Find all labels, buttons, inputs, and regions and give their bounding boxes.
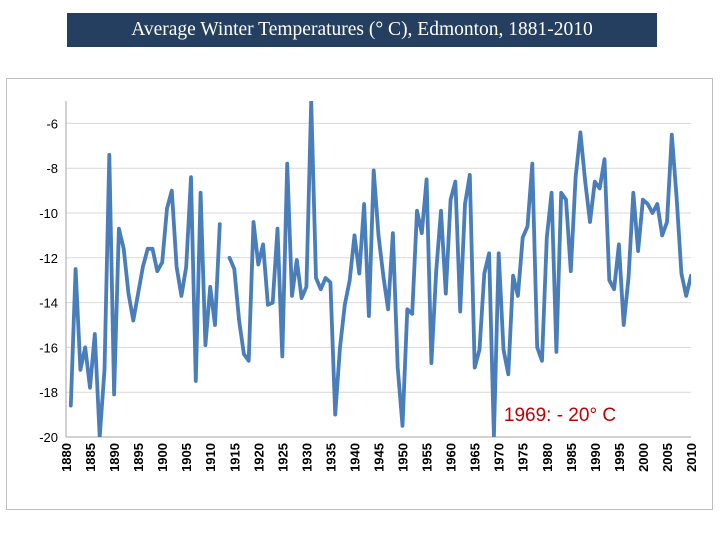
y-tick-label: -20 — [39, 430, 58, 445]
x-tick-label: 1990 — [587, 443, 603, 472]
series-line — [71, 101, 691, 437]
x-tick-label: 1965 — [467, 443, 483, 472]
x-tick-label: 1905 — [179, 443, 195, 472]
y-tick-label: -6 — [46, 116, 58, 132]
y-tick-label: -16 — [39, 340, 58, 356]
x-tick-label: 1900 — [155, 443, 171, 472]
x-tick-label: 1955 — [419, 443, 435, 472]
y-tick-label: -18 — [39, 385, 58, 401]
x-tick-label: 1995 — [611, 443, 627, 472]
x-tick-label: 1880 — [59, 443, 74, 472]
x-tick-label: 1985 — [563, 443, 579, 472]
x-tick-label: 1935 — [323, 443, 339, 472]
x-tick-label: 1950 — [395, 443, 411, 472]
chart-title: Average Winter Temperatures (° C), Edmonton, 1881-2010 — [66, 12, 658, 48]
x-tick-label: 1910 — [203, 443, 219, 472]
x-tick-label: 1970 — [491, 443, 507, 472]
x-tick-label: 1960 — [443, 443, 459, 472]
x-tick-label: 2005 — [659, 443, 675, 472]
x-tick-label: 1895 — [131, 443, 147, 472]
y-tick-label: -10 — [39, 206, 58, 221]
x-tick-label: 2000 — [635, 443, 651, 472]
x-tick-label: 1930 — [299, 443, 315, 472]
y-tick-label: -12 — [39, 250, 58, 266]
chart-frame — [6, 78, 713, 510]
y-tick-label: -14 — [39, 295, 58, 311]
x-tick-label: 1980 — [539, 443, 555, 472]
x-tick-label: 1915 — [227, 443, 243, 472]
gridlines — [66, 123, 691, 437]
x-tick-label: 1945 — [371, 443, 387, 472]
y-tick-label: -8 — [46, 161, 58, 177]
annotation-1969: 1969: - 20° C — [503, 405, 617, 426]
series-layer — [71, 101, 691, 437]
line-chart — [7, 79, 714, 511]
x-tick-label: 1925 — [275, 443, 291, 472]
x-tick-label: 1920 — [251, 443, 267, 472]
x-tick-label: 1975 — [515, 443, 531, 472]
x-tick-label: 2010 — [684, 443, 699, 472]
x-tick-label: 1885 — [83, 443, 99, 472]
x-tick-label: 1890 — [107, 443, 123, 472]
x-tick-label: 1940 — [347, 443, 363, 472]
